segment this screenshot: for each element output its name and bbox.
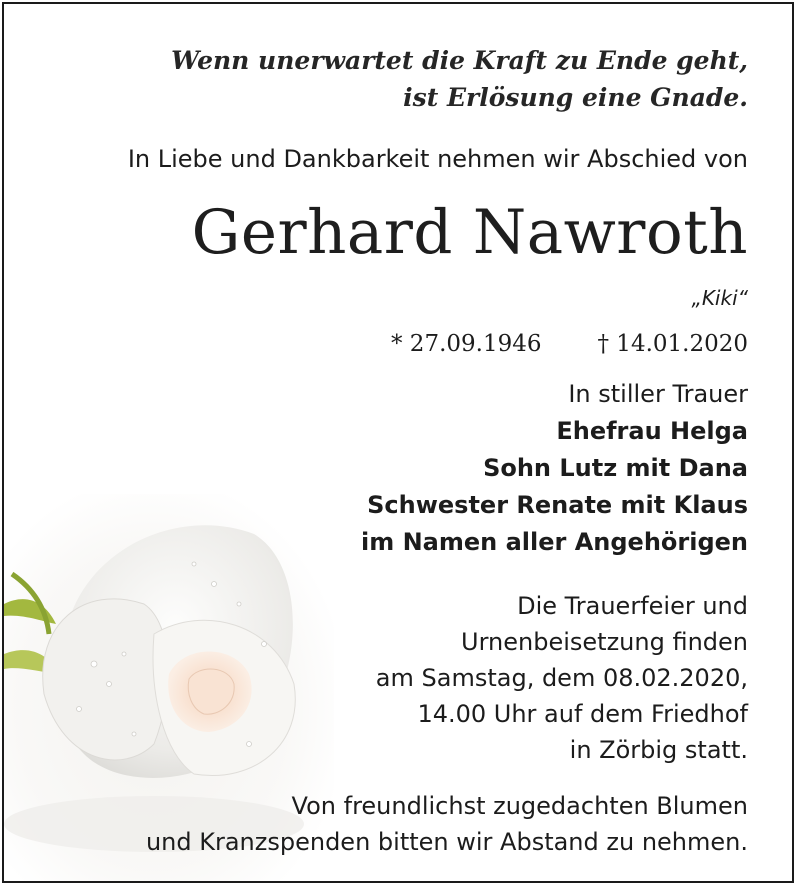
mourner-line: Sohn Lutz mit Dana [483, 454, 748, 482]
motto-line-1: Wenn unerwartet die Kraft zu Ende geht, [171, 46, 748, 75]
mourner-line: im Namen aller Angehörigen [360, 528, 748, 556]
mourners-list [361, 376, 748, 561]
mourner-line: Schwester Renate mit Klaus [367, 491, 748, 519]
service-line: 14.00 Uhr auf dem Friedhof [417, 700, 748, 728]
life-dates [391, 328, 748, 360]
death-date: † 14.01.2020 [597, 331, 748, 357]
service-line: in Zörbig statt. [569, 736, 748, 764]
request-line: und Kranzspenden bitten wir Abstand zu nehmen. [145, 828, 748, 856]
service-line: Die Trauerfeier und [517, 592, 748, 620]
motto-line-2: ist Erlösung eine Gnade. [403, 83, 748, 112]
intro-text: In Liebe und Dankbarkeit nehmen wir Abschied von [127, 145, 748, 173]
deceased-nickname: „Kiki“ [691, 286, 748, 310]
deceased-name: Gerhard Nawroth [191, 197, 748, 268]
birth-date: * 27.09.1946 [391, 331, 542, 357]
flower-request [146, 788, 748, 860]
funeral-service-info [376, 588, 748, 768]
obituary-frame [2, 2, 794, 883]
request-line: Von freundlichst zugedachten Blumen [291, 792, 748, 820]
motto-verse [171, 42, 748, 116]
mourner-line: Ehefrau Helga [556, 417, 748, 445]
service-line: Urnenbeisetzung finden [461, 628, 748, 656]
service-line: am Samstag, dem 08.02.2020, [375, 664, 748, 692]
mourners-heading: In stiller Trauer [568, 380, 748, 408]
